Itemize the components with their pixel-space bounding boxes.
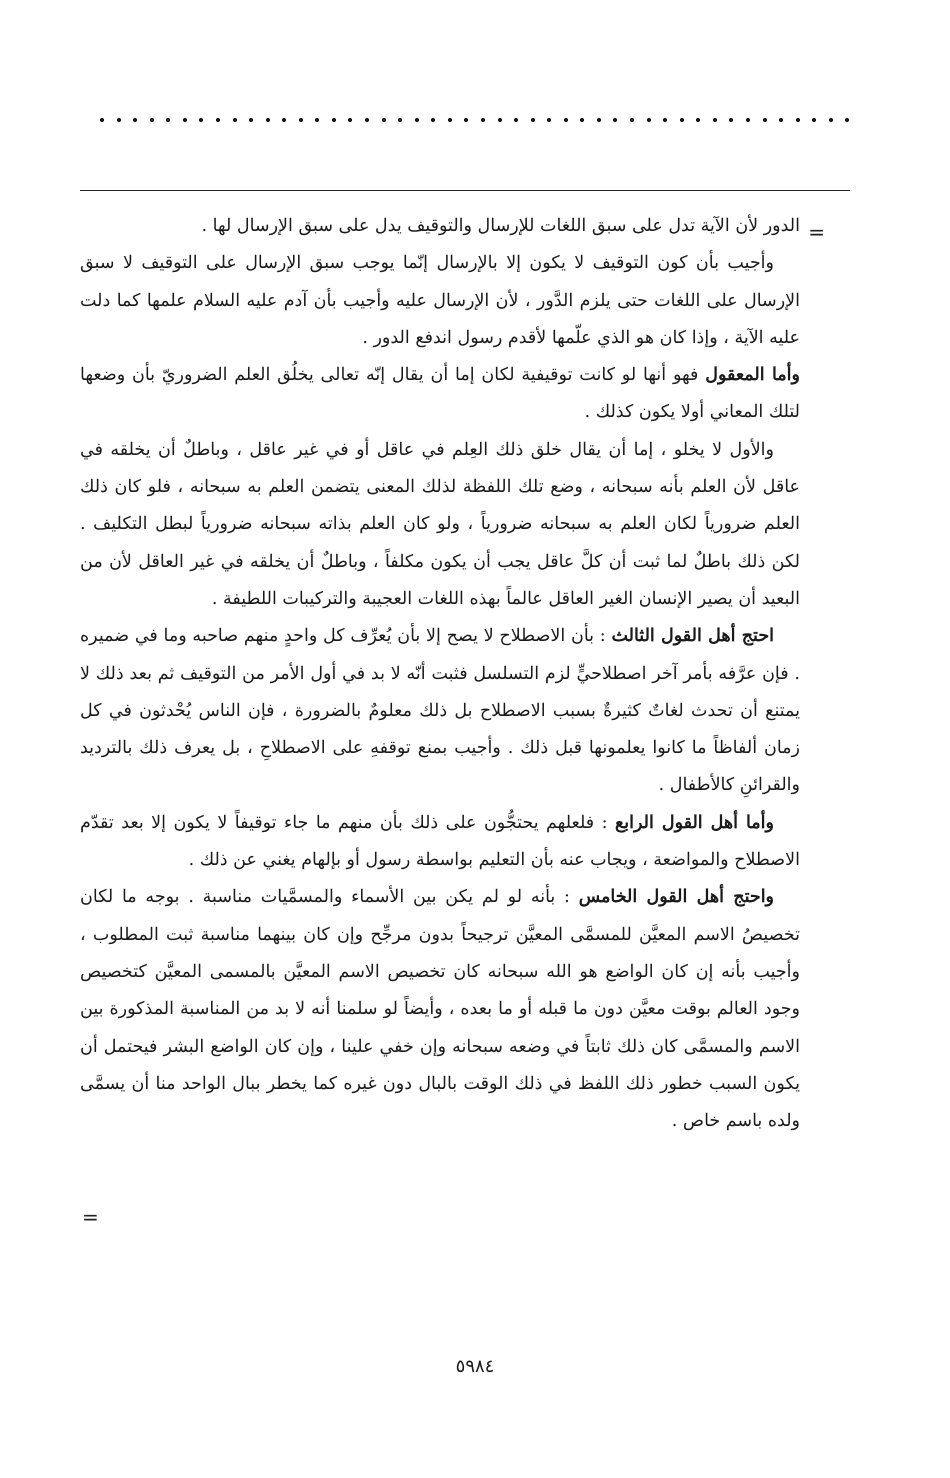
separator-dot (117, 118, 121, 122)
separator-dot (763, 118, 767, 122)
separator-dot (680, 118, 684, 122)
separator-dot (514, 118, 518, 122)
separator-dot (249, 118, 253, 122)
footnote-rule (80, 190, 850, 191)
paragraph-6-text: : فلعلهم يحتجُّون على ذلك بأن منهم ما جاء توقيفاً لا يكون إلا بعد تقدّم الاصطلاح والمواضعة ، ويجاب عنه بأن التعليم بواسطة رسول أو بإلهام يغني عن ذلك . (80, 812, 800, 871)
paragraph-7-text: : بأنه لو لم يكن بين الأسماء والمسمَّيات مناسبة . بوجه ما لكان تخصيصُ الاسم المعيَّن للمسمَّى المعيَّن ترجيحاً بدون مرجِّح وإن كان بينهما مناسبة ثبت المطلوب ، وأجيب بأنه إن كان الواضع هو الله سبحانه كان تخصيص الاسم المعيَّن بالمسمى المعيَّن كتخصيص وجود العالم بوقت معيَّن دون ما قبله أو ما بعده ، وأيضاً لو سلمنا أنه لا بد من المناسبة المذكورة بين الاسم والمسمَّى كان ذلك ثابتاً في وضعه سبحانه وإن خفي علينا ، وإن كان الواضع البشر فيحتمل أن يكون السبب خطور ذلك اللفظ في ذلك الوقت بالبال دون غيره كما يخطر ببال الواحد منا أن يسمَّى ولده باسم خاص . (80, 887, 800, 1132)
separator-dot (150, 118, 154, 122)
paragraph-6-heading: وأما أهل القول الرابع (614, 812, 774, 833)
separator-dot (845, 118, 849, 122)
separator-dot (216, 118, 220, 122)
paragraph-3-text: فهو أنها لو كانت توقيفية لكان إما أن يقال إنّه تعالى يخلُق العلم الضروريّ بأن وضعها لتلك المعاني أولا يكون كذلك . (80, 365, 800, 423)
separator-dot (597, 118, 601, 122)
continuation-marker-top: = (808, 220, 825, 244)
separator-dot (481, 118, 485, 122)
paragraph-3-heading: وأما المعقول (705, 365, 800, 386)
separator-dot (779, 118, 783, 122)
paragraph-4: والأول لا يخلو ، إما أن يقال خلق ذلك العِلم في عاقل أو في غير عاقل ، وباطلٌ أن يخلقه في عاقل لأن العلم بأنه سبحانه ، وضع تلك اللفظة لذلك المعنى يتضمن العلم به سبحانه ، فلو كان ذلك العلم ضرورياً لكان العلم به سبحانه ضرورياً ، ولو كان العلم بذاته سبحانه ضرورياً لبطل التكليف . لكن ذلك باطلٌ لما ثبت أن كلَّ عاقل يجب أن يكون مكلفاً ، وباطلٌ أن يخلقه في غير العاقل لأن من البعيد أن يصير الإنسان الغير العاقل عالماً بهذه اللغات العجيبة والتركيبات اللطيفة . (80, 439, 800, 609)
paragraph-2: وأجيب بأن كون التوقيف لا يكون إلا بالإرسال إنّما يوجب سبق الإرسال على التوقيف لا سبق الإرسال على اللغات حتى يلزم الدَّور ، لأن الإرسال عليه وأجيب بأن آدم عليه السلام علمها كما دلت عليه الآية ، وإذا كان هو الذي علّمها لأقدم رسول اندفع الدور . (80, 253, 800, 348)
paragraph-5 (80, 618, 800, 804)
separator-dot (100, 118, 104, 122)
separator-dot (282, 118, 286, 122)
paragraph-1: الدور لأن الآية تدل على سبق اللغات للإرسال والتوقيف يدل على سبق الإرسال لها . (201, 216, 800, 236)
separator-dot (266, 118, 270, 122)
separator-dot (812, 118, 816, 122)
separator-dot (315, 118, 319, 122)
separator-dot (796, 118, 800, 122)
paragraph-6 (80, 805, 800, 880)
separator-dot (166, 118, 170, 122)
separator-dot (365, 118, 369, 122)
separator-dot (332, 118, 336, 122)
separator-dot (498, 118, 502, 122)
separator-dot (233, 118, 237, 122)
separator-dot (696, 118, 700, 122)
separator-dot (613, 118, 617, 122)
footnote-body (80, 208, 800, 1140)
separator-dot (729, 118, 733, 122)
separator-dot (564, 118, 568, 122)
separator-dot (630, 118, 634, 122)
separator-dot (663, 118, 667, 122)
paragraph-3 (80, 357, 800, 432)
separator-dot (382, 118, 386, 122)
separator-dot (183, 118, 187, 122)
separator-dot (746, 118, 750, 122)
separator-dot (647, 118, 651, 122)
dotted-separator (100, 118, 850, 122)
paragraph-5-heading: احتج أهل القول الثالث (611, 626, 774, 647)
separator-dot (531, 118, 535, 122)
separator-dot (348, 118, 352, 122)
paragraph-7-heading: واحتج أهل القول الخامس (578, 887, 775, 908)
paragraph-7 (80, 879, 800, 1140)
separator-dot (415, 118, 419, 122)
continuation-marker-bottom: = (82, 1205, 99, 1229)
separator-dot (464, 118, 468, 122)
page-number: ٥٩٨٤ (455, 1356, 495, 1377)
separator-dot (398, 118, 402, 122)
separator-dot (580, 118, 584, 122)
separator-dot (431, 118, 435, 122)
separator-dot (199, 118, 203, 122)
separator-dot (299, 118, 303, 122)
separator-dot (547, 118, 551, 122)
separator-dot (713, 118, 717, 122)
separator-dot (829, 118, 833, 122)
separator-dot (448, 118, 452, 122)
separator-dot (133, 118, 137, 122)
paragraph-5-text: : بأن الاصطلاح لا يصح إلا بأن يُعرِّف كل واحدٍ منهم صاحبه وما في ضميره . فإن عرَّفه بأمر آخر اصطلاحيٍّ لزم التسلسل فثبت أنّه لا بد في أول الأمر من التوقيف ثم بعد ذلك لا يمتنع أن تحدث لغاتٌ كثيرةٌ بسبب الاصطلاح بل ذلك معلومٌ بالضرورة ، فإن الناس يُحْدثون في كل زمان ألفاظاً ما كانوا يعلمونها قبل ذلك . وأجيب بمنع توقفهِ على الاصطلاحِ ، بل يعرف ذلك بالترديد والقرائنِ كالأطفال . (80, 626, 800, 796)
